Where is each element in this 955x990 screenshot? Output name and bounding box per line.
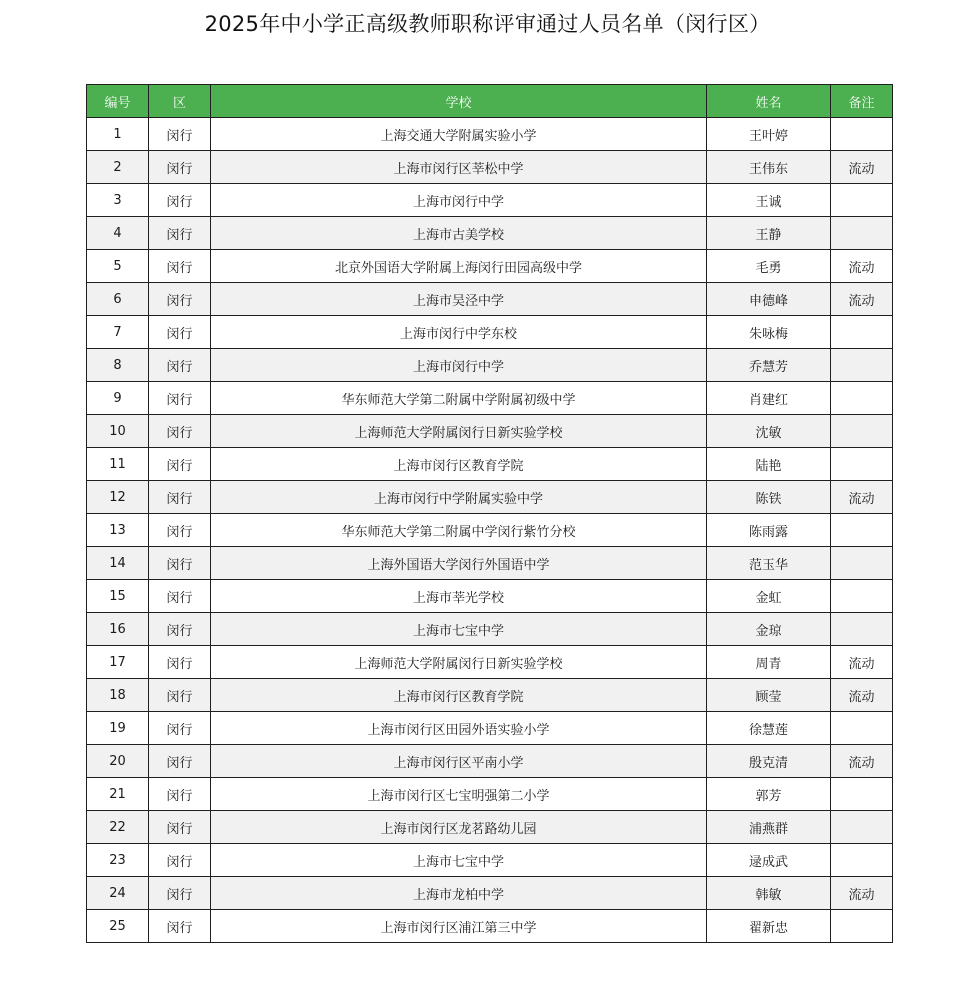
cell-district: 闵行 (149, 415, 211, 448)
cell-school: 上海外国语大学闵行外国语中学 (211, 547, 707, 580)
cell-school: 上海市闵行中学 (211, 184, 707, 217)
table-body (87, 118, 893, 943)
cell-remark: 流动 (831, 646, 893, 679)
cell-number: 24 (87, 877, 149, 910)
cell-name: 陆艳 (707, 448, 831, 481)
cell-remark: 流动 (831, 745, 893, 778)
cell-number: 25 (87, 910, 149, 943)
cell-district: 闵行 (149, 316, 211, 349)
cell-school: 上海交通大学附属实验小学 (211, 118, 707, 151)
cell-remark (831, 217, 893, 250)
cell-name: 陈铁 (707, 481, 831, 514)
cell-name: 殷克清 (707, 745, 831, 778)
cell-number: 2 (87, 151, 149, 184)
cell-name: 肖建红 (707, 382, 831, 415)
cell-school: 上海市闵行区七宝明强第二小学 (211, 778, 707, 811)
table-row (87, 151, 893, 184)
cell-school: 北京外国语大学附属上海闵行田园高级中学 (211, 250, 707, 283)
table-row (87, 514, 893, 547)
cell-number: 18 (87, 679, 149, 712)
cell-name: 金琼 (707, 613, 831, 646)
cell-remark (831, 448, 893, 481)
cell-name: 申德峰 (707, 283, 831, 316)
cell-remark (831, 910, 893, 943)
cell-number: 11 (87, 448, 149, 481)
cell-number: 4 (87, 217, 149, 250)
cell-name: 周青 (707, 646, 831, 679)
cell-number: 8 (87, 349, 149, 382)
cell-name: 沈敏 (707, 415, 831, 448)
cell-number: 20 (87, 745, 149, 778)
table-row (87, 448, 893, 481)
table-row (87, 415, 893, 448)
cell-name: 王静 (707, 217, 831, 250)
cell-district: 闵行 (149, 580, 211, 613)
cell-district: 闵行 (149, 547, 211, 580)
cell-number: 3 (87, 184, 149, 217)
cell-school: 上海市七宝中学 (211, 844, 707, 877)
cell-remark: 流动 (831, 877, 893, 910)
cell-district: 闵行 (149, 712, 211, 745)
cell-remark: 流动 (831, 283, 893, 316)
cell-remark (831, 316, 893, 349)
cell-number: 17 (87, 646, 149, 679)
cell-district: 闵行 (149, 382, 211, 415)
table-header (87, 85, 893, 118)
cell-school: 华东师范大学第二附属中学附属初级中学 (211, 382, 707, 415)
cell-district: 闵行 (149, 481, 211, 514)
cell-district: 闵行 (149, 844, 211, 877)
cell-district: 闵行 (149, 613, 211, 646)
cell-name: 翟新忠 (707, 910, 831, 943)
table-row (87, 481, 893, 514)
cell-name: 韩敏 (707, 877, 831, 910)
table-row (87, 547, 893, 580)
cell-school: 上海市古美学校 (211, 217, 707, 250)
table-row (87, 877, 893, 910)
table-row (87, 349, 893, 382)
cell-remark (831, 613, 893, 646)
cell-remark (831, 712, 893, 745)
cell-school: 上海市吴泾中学 (211, 283, 707, 316)
cell-school: 上海市闵行区浦江第三中学 (211, 910, 707, 943)
cell-number: 7 (87, 316, 149, 349)
cell-number: 16 (87, 613, 149, 646)
cell-district: 闵行 (149, 646, 211, 679)
cell-district: 闵行 (149, 514, 211, 547)
column-header-district: 区 (149, 85, 211, 118)
cell-name: 王伟东 (707, 151, 831, 184)
cell-remark: 流动 (831, 250, 893, 283)
cell-school: 上海市闵行区莘松中学 (211, 151, 707, 184)
cell-district: 闵行 (149, 811, 211, 844)
cell-number: 9 (87, 382, 149, 415)
cell-name: 朱咏梅 (707, 316, 831, 349)
cell-name: 王诚 (707, 184, 831, 217)
cell-school: 上海市莘光学校 (211, 580, 707, 613)
cell-remark (831, 547, 893, 580)
cell-name: 范玉华 (707, 547, 831, 580)
table-row (87, 646, 893, 679)
cell-district: 闵行 (149, 151, 211, 184)
header-row (87, 85, 893, 118)
cell-number: 14 (87, 547, 149, 580)
table-row (87, 118, 893, 151)
cell-remark (831, 844, 893, 877)
cell-remark (831, 349, 893, 382)
cell-district: 闵行 (149, 217, 211, 250)
table-row (87, 580, 893, 613)
table-row (87, 745, 893, 778)
cell-number: 15 (87, 580, 149, 613)
cell-remark (831, 415, 893, 448)
cell-district: 闵行 (149, 679, 211, 712)
cell-school: 上海市七宝中学 (211, 613, 707, 646)
cell-name: 乔慧芳 (707, 349, 831, 382)
table-row (87, 184, 893, 217)
cell-school: 上海市闵行区田园外语实验小学 (211, 712, 707, 745)
cell-name: 毛勇 (707, 250, 831, 283)
cell-number: 23 (87, 844, 149, 877)
cell-district: 闵行 (149, 283, 211, 316)
cell-remark (831, 778, 893, 811)
cell-district: 闵行 (149, 778, 211, 811)
cell-school: 上海市闵行区龙茗路幼儿园 (211, 811, 707, 844)
table-row (87, 910, 893, 943)
cell-district: 闵行 (149, 877, 211, 910)
cell-remark (831, 184, 893, 217)
cell-name: 逯成武 (707, 844, 831, 877)
cell-school: 上海市龙柏中学 (211, 877, 707, 910)
cell-number: 21 (87, 778, 149, 811)
table-row (87, 778, 893, 811)
table-row (87, 217, 893, 250)
table-row (87, 613, 893, 646)
cell-number: 1 (87, 118, 149, 151)
column-header-school: 学校 (211, 85, 707, 118)
cell-district: 闵行 (149, 349, 211, 382)
table-row (87, 712, 893, 745)
table-row (87, 679, 893, 712)
cell-name: 王叶婷 (707, 118, 831, 151)
cell-number: 19 (87, 712, 149, 745)
cell-school: 上海市闵行中学附属实验中学 (211, 481, 707, 514)
cell-school: 上海市闵行区平南小学 (211, 745, 707, 778)
cell-number: 12 (87, 481, 149, 514)
cell-district: 闵行 (149, 250, 211, 283)
table-row (87, 283, 893, 316)
column-header-number: 编号 (87, 85, 149, 118)
column-header-remark: 备注 (831, 85, 893, 118)
cell-name: 顾莹 (707, 679, 831, 712)
cell-number: 22 (87, 811, 149, 844)
cell-school: 上海市闵行区教育学院 (211, 679, 707, 712)
cell-name: 金虹 (707, 580, 831, 613)
table-row (87, 250, 893, 283)
cell-school: 上海市闵行区教育学院 (211, 448, 707, 481)
cell-school: 上海师范大学附属闵行日新实验学校 (211, 646, 707, 679)
cell-name: 徐慧莲 (707, 712, 831, 745)
cell-district: 闵行 (149, 184, 211, 217)
cell-school: 上海市闵行中学 (211, 349, 707, 382)
column-header-name: 姓名 (707, 85, 831, 118)
cell-number: 5 (87, 250, 149, 283)
cell-number: 6 (87, 283, 149, 316)
cell-district: 闵行 (149, 448, 211, 481)
cell-remark: 流动 (831, 151, 893, 184)
cell-remark: 流动 (831, 481, 893, 514)
cell-name: 郭芳 (707, 778, 831, 811)
cell-school: 上海师范大学附属闵行日新实验学校 (211, 415, 707, 448)
cell-school: 华东师范大学第二附属中学闵行紫竹分校 (211, 514, 707, 547)
cell-district: 闵行 (149, 910, 211, 943)
cell-remark (831, 514, 893, 547)
cell-district: 闵行 (149, 745, 211, 778)
cell-number: 10 (87, 415, 149, 448)
table-row (87, 844, 893, 877)
roster-table (86, 84, 893, 943)
cell-remark (831, 580, 893, 613)
cell-number: 13 (87, 514, 149, 547)
cell-remark (831, 811, 893, 844)
table-row (87, 316, 893, 349)
page-title: 2025年中小学正高级教师职称评审通过人员名单（闵行区） (204, 12, 771, 36)
cell-remark (831, 118, 893, 151)
table-row (87, 811, 893, 844)
cell-district: 闵行 (149, 118, 211, 151)
cell-name: 浦燕群 (707, 811, 831, 844)
cell-school: 上海市闵行中学东校 (211, 316, 707, 349)
cell-remark (831, 382, 893, 415)
cell-name: 陈雨露 (707, 514, 831, 547)
cell-remark: 流动 (831, 679, 893, 712)
table-row (87, 382, 893, 415)
